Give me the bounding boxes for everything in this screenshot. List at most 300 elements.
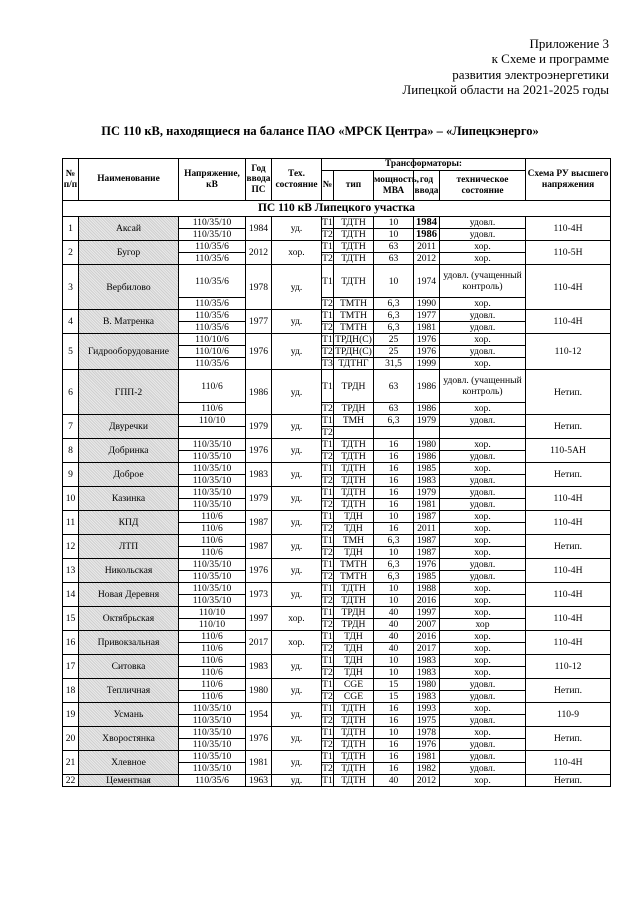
year-cell: 2012 [246,241,272,265]
transformer-year: 1979 [414,415,440,427]
transformer-num: Т2 [322,523,333,534]
transformer-state: удовл. [440,715,526,727]
tech-state-cell: уд. [272,559,322,583]
transformer-year: 2012 [414,775,440,787]
table-row [63,334,611,346]
voltage-cell: 110/35/10 [179,475,246,487]
transformer-state: удовл. [440,346,526,358]
year-cell: 1963 [246,775,272,787]
year-cell: 1976 [246,439,272,463]
transformer-num: Т1 [322,631,333,642]
transformer-state: хор. [440,607,526,619]
voltage-cell: 110/35/10 [179,451,246,463]
transformer-num: Т1 [322,439,333,450]
transformer-year: 1986 [414,229,440,241]
substation-name: Гидрооборудование [79,334,179,370]
voltage-cell: 110/35/10 [179,559,246,571]
transformer-state: удовл. [440,751,526,763]
transformer-year: 1980 [414,439,440,451]
row-num: 14 [63,583,79,607]
voltage-cell: 110/35/6 [179,358,246,370]
voltage-cell: 110/10/6 [179,346,246,358]
voltage-cell: 110/35/10 [179,439,246,451]
substation-name: ЛТП [79,535,179,559]
header-year: Год ввода ПС [246,159,272,201]
scheme-cell: Нетип. [526,415,611,439]
voltage-cell: 110/10 [179,607,246,619]
transformer-type: ТДТН [334,439,374,451]
transformer-num: Т1 [322,751,333,762]
substation-name: Новая Деревня [79,583,179,607]
transformer-state: удовл. [440,322,526,334]
transformer-year: 1983 [414,655,440,667]
tech-state-cell: уд. [272,217,322,241]
transformer-type: ТДТН [334,727,374,739]
scheme-cell: Нетип. [526,727,611,751]
transformer-type: ТДН [334,523,374,535]
table-row [63,775,611,787]
voltage-cell: 110/35/10 [179,715,246,727]
voltage-cell: 110/6 [179,643,246,655]
transformer-power: 10 [374,727,414,739]
scheme-cell: 110-4Н [526,217,611,241]
section-title: ПС 110 кВ Липецкого участка [63,201,611,217]
voltage-cell: 110/6 [179,655,246,667]
transformer-num: Т2 [322,571,333,582]
substation-name: В. Матренка [79,310,179,334]
transformer-power: 10 [374,595,414,607]
transformer-num: Т2 [322,322,333,333]
table-row [63,217,611,229]
transformer-power: 25 [374,346,414,358]
transformer-year: 1999 [414,358,440,370]
transformer-num: Т1 [322,535,333,546]
appendix-line: Липецкой области на 2021-2025 годы [402,81,609,97]
table-row [63,463,611,475]
transformer-state: хор. [440,403,526,415]
tech-state-cell: уд. [272,727,322,751]
transformer-type: ТДТН [334,241,374,253]
substation-name: Бугор [79,241,179,265]
transformer-power: 6,3 [374,571,414,583]
scheme-cell: 110-4Н [526,511,611,535]
transformer-year: 1976 [414,559,440,571]
tech-state-cell: хор. [272,607,322,631]
transformer-year: 2016 [414,631,440,643]
transformer-power: 6,3 [374,298,414,310]
transformer-num: Т1 [322,370,334,403]
year-cell: 1976 [246,559,272,583]
transformer-year: 1986 [414,451,440,463]
substation-name: Хлевное [79,751,179,775]
transformer-year: 1987 [414,535,440,547]
header-t-num: № [322,171,334,201]
transformer-year: 1975 [414,715,440,727]
transformer-state: удовл. [440,451,526,463]
row-num: 6 [63,370,79,415]
table-row [63,415,611,427]
transformer-num: Т1 [322,607,333,618]
transformer-power: 6,3 [374,310,414,322]
header-name: Наименование [79,159,179,201]
transformer-num: Т2 [322,739,333,750]
year-cell: 1980 [246,679,272,703]
transformer-power: 10 [374,655,414,667]
transformer-num: Т1 [322,511,333,522]
transformer-num: Т1 [322,775,333,786]
transformer-type: ТРДН(С) [335,334,372,345]
transformer-type: ТДТН [334,763,374,775]
transformer-type: ТДН [334,547,374,559]
transformer-year: 2017 [414,643,440,655]
tech-state-cell: уд. [272,370,322,415]
substation-name: Казинка [79,487,179,511]
transformer-power: 10 [374,217,414,229]
transformer-power: 10 [374,667,414,679]
voltage-cell: 110/35/6 [179,265,246,298]
transformer-state: хор. [440,595,526,607]
voltage-cell: 110/35/10 [179,229,246,241]
scheme-cell: Нетип. [526,370,611,415]
appendix-line: к Схеме и программе [491,51,609,67]
transformer-year: 1987 [414,547,440,559]
transformer-num: Т1 [322,334,333,345]
transformer-num: Т1 [322,703,333,714]
scheme-cell: 110-5АН [526,439,611,463]
transformer-type: ТДТНГ [334,358,374,370]
transformer-type: CGE [334,691,374,703]
appendix-block [402,36,609,97]
voltage-cell: 110/35/10 [179,583,246,595]
transformer-state: хор. [440,439,526,451]
transformer-state: удовл. [440,691,526,703]
voltage-cell: 110/35/6 [179,241,246,253]
transformer-type: ТРДН [334,607,374,619]
transformer-num: Т1 [322,217,333,228]
voltage-cell: 110/6 [179,631,246,643]
transformer-power: 63 [374,370,414,403]
transformer-power: 6,3 [374,559,414,571]
transformer-power: 63 [374,403,414,415]
transformer-year: 1974 [414,265,440,298]
row-num: 20 [63,727,79,751]
substation-name: Доброе [79,463,179,487]
table-row [63,607,611,619]
transformer-type: ТРДН [334,370,374,403]
header-t-year: год ввода [414,171,440,201]
row-num: 15 [63,607,79,631]
transformer-power: 16 [374,715,414,727]
transformer-num: Т2 [322,643,333,654]
scheme-cell: 110-5Н [526,241,611,265]
tech-state-cell: уд. [272,679,322,703]
transformer-state: хор. [440,463,526,475]
year-cell: 1987 [246,511,272,535]
header-num: № п/п [63,159,79,201]
transformer-year: 1980 [414,679,440,691]
appendix-line: Приложение 3 [529,36,609,51]
transformer-num: Т2 [322,763,333,774]
row-num: 13 [63,559,79,583]
transformer-year: 1984 [414,217,440,229]
transformer-power: 16 [374,475,414,487]
voltage-cell: 110/35/6 [179,322,246,334]
transformer-type: ТДТН [334,703,374,715]
transformer-type: ТДТН [334,583,374,595]
transformer-year: 1978 [414,727,440,739]
transformer-power: 16 [374,439,414,451]
voltage-cell: 110/6 [179,547,246,559]
row-num: 11 [63,511,79,535]
scheme-cell: 110-12 [526,334,611,370]
year-cell: 1984 [246,217,272,241]
row-num: 18 [63,679,79,703]
transformer-power: 10 [374,547,414,559]
transformer-num: Т1 [322,559,333,570]
voltage-cell: 110/6 [179,370,246,403]
scheme-cell: 110-4Н [526,631,611,655]
tech-state-cell: уд. [272,703,322,727]
transformer-power [374,427,414,439]
year-cell: 1978 [246,265,272,310]
transformer-power: 16 [374,499,414,511]
voltage-cell: 110/10/6 [179,334,246,346]
tech-state-cell: уд. [272,511,322,535]
transformer-type: ТДН [334,643,374,655]
transformer-state: хор. [440,727,526,739]
voltage-cell: 110/35/10 [179,217,246,229]
voltage-cell: 110/35/10 [179,571,246,583]
tech-state-cell: уд. [272,463,322,487]
tech-state-cell: уд. [272,265,322,310]
transformer-type: ТМТН [334,571,374,583]
row-num: 3 [63,265,79,310]
transformer-power: 6,3 [374,322,414,334]
transformer-year: 1985 [414,463,440,475]
row-num: 12 [63,535,79,559]
voltage-cell: 110/35/10 [179,463,246,475]
transformer-state: удовл. [440,679,526,691]
table-row [63,370,611,403]
row-num: 19 [63,703,79,727]
transformer-power: 16 [374,463,414,475]
transformer-type: ТДТН [334,451,374,463]
transformer-power: 40 [374,631,414,643]
transformer-num: Т1 [322,583,333,594]
transformer-power: 16 [374,451,414,463]
transformer-state: хор. [440,583,526,595]
transformer-num: Т1 [322,265,334,298]
tech-state-cell: уд. [272,583,322,607]
year-cell: 1976 [246,727,272,751]
transformer-year: 2007 [414,619,440,631]
transformer-type: ТДТН [334,253,374,265]
table-row [63,241,611,253]
voltage-cell: 110/35/10 [179,499,246,511]
substation-name: Цементная [79,775,179,787]
transformer-power: 40 [374,619,414,631]
transformer-state: удовл. [440,415,526,427]
transformer-state: хор. [440,358,526,370]
transformer-state: хор. [440,643,526,655]
voltage-cell: 110/35/10 [179,703,246,715]
transformer-type: ТМТН [334,310,374,322]
transformer-state: хор. [440,253,526,265]
transformer-num: Т2 [322,499,333,510]
voltage-cell: 110/6 [179,679,246,691]
scheme-cell: Нетип. [526,535,611,559]
transformer-type: ТМТН [334,298,374,310]
transformer-power: 31,5 [374,358,414,370]
transformer-state: хор. [440,298,526,310]
transformer-type: ТДТН [334,475,374,487]
transformer-power: 40 [374,607,414,619]
transformer-year [414,427,440,439]
transformer-state: хор. [440,631,526,643]
row-num: 9 [63,463,79,487]
substation-name: Ситовка [79,655,179,679]
transformer-type: ТДТН [334,715,374,727]
transformer-type: ТДН [334,631,374,643]
scheme-cell: 110-4Н [526,607,611,631]
transformer-state: удовл. [440,229,526,241]
scheme-cell: Нетип. [526,679,611,703]
voltage-cell: 110/35/10 [179,595,246,607]
tech-state-cell: уд. [272,751,322,775]
transformer-power: 16 [374,703,414,715]
substation-name: Двуречки [79,415,179,439]
transformer-type: ТДН [334,667,374,679]
transformer-year: 1986 [414,370,440,403]
transformer-type: ТДН [334,511,374,523]
transformer-num: Т2 [322,619,333,630]
transformer-type: ТДТН [334,751,374,763]
transformer-num: Т1 [322,310,333,321]
transformer-year: 1983 [414,475,440,487]
transformer-num: Т2 [322,253,333,264]
substation-name: Усмань [79,703,179,727]
transformer-num: Т1 [322,727,333,738]
year-cell: 1979 [246,415,272,439]
transformer-type: ТДТН [334,463,374,475]
transformer-power: 16 [374,739,414,751]
tech-state-cell: уд. [272,415,322,439]
transformer-year: 1982 [414,763,440,775]
transformer-type: CGE [334,679,374,691]
transformer-year: 1976 [414,346,440,358]
year-cell: 1983 [246,463,272,487]
transformer-year: 1981 [414,322,440,334]
scheme-cell: 110-4Н [526,487,611,511]
table-row [63,703,611,715]
transformer-state: хор. [440,655,526,667]
transformer-state [440,427,526,439]
substation-name: ГПП-2 [79,370,179,415]
transformer-num: Т2 [322,715,333,726]
year-cell: 1973 [246,583,272,607]
tech-state-cell: хор. [272,631,322,655]
transformer-power: 40 [374,643,414,655]
transformer-num: Т1 [322,241,333,252]
tech-state-cell: хор. [272,241,322,265]
transformer-type: ТДТН [334,217,374,229]
voltage-cell: 110/6 [179,667,246,679]
voltage-cell: 110/6 [179,511,246,523]
row-num: 22 [63,775,79,787]
transformer-power: 6,3 [374,535,414,547]
substation-name: Вербилово [79,265,179,310]
voltage-cell: 110/35/10 [179,727,246,739]
table-row [63,310,611,322]
substation-name: Привокзальная [79,631,179,655]
transformer-state: удовл. [440,571,526,583]
scheme-cell: Нетип. [526,463,611,487]
transformer-num: Т2 [322,298,333,309]
substation-name: Октябрьская [79,607,179,631]
transformer-year: 1976 [414,334,440,346]
transformer-year: 1981 [414,751,440,763]
header-t-type: тип [334,171,374,201]
transformer-power: 63 [374,241,414,253]
voltage-cell: 110/10 [179,415,246,427]
transformer-num: Т2 [322,451,333,462]
table-row [63,487,611,499]
table-row [63,679,611,691]
row-num: 2 [63,241,79,265]
transformer-power: 10 [374,229,414,241]
transformer-state: удовл. [440,217,526,229]
transformer-year: 1990 [414,298,440,310]
transformer-state: удовл. [440,739,526,751]
transformer-year: 1977 [414,310,440,322]
substation-name: КПД [79,511,179,535]
row-num: 1 [63,217,79,241]
table-row [63,535,611,547]
year-cell: 1981 [246,751,272,775]
transformer-state: удовл. (учащенный контроль) [440,370,526,403]
tech-state-cell: уд. [272,439,322,463]
transformer-num: Т2 [322,346,333,357]
transformer-year: 1981 [414,499,440,511]
transformer-type: ТДТН [334,229,374,241]
scheme-cell: 110-9 [526,703,611,727]
transformer-year: 1983 [414,667,440,679]
transformer-state: удовл. [440,475,526,487]
transformer-state: удовл. [440,310,526,322]
transformer-power: 63 [374,253,414,265]
transformer-type: ТДТН [334,775,374,787]
transformer-state: удовл. [440,487,526,499]
substation-name: Добринка [79,439,179,463]
transformer-year: 1986 [414,403,440,415]
table-row [63,631,611,643]
transformer-type: ТРДН [334,619,374,631]
voltage-cell: 110/35/10 [179,739,246,751]
year-cell: 1977 [246,310,272,334]
transformer-year: 2011 [414,523,440,535]
transformer-power: 10 [374,583,414,595]
voltage-cell: 110/6 [179,691,246,703]
transformer-year: 1985 [414,571,440,583]
page-title: ПС 110 кВ, находящиеся на балансе ПАО «МРСК Центра» – «Липецкэнерго» [101,124,539,138]
transformer-type: ТДТН [334,499,374,511]
tech-state-cell: уд. [272,655,322,679]
transformer-type: ТРДН(С) [335,346,372,357]
transformer-year: 1997 [414,607,440,619]
transformer-type: ТДТН [334,739,374,751]
transformer-year: 1987 [414,511,440,523]
transformer-num: Т2 [322,547,333,558]
